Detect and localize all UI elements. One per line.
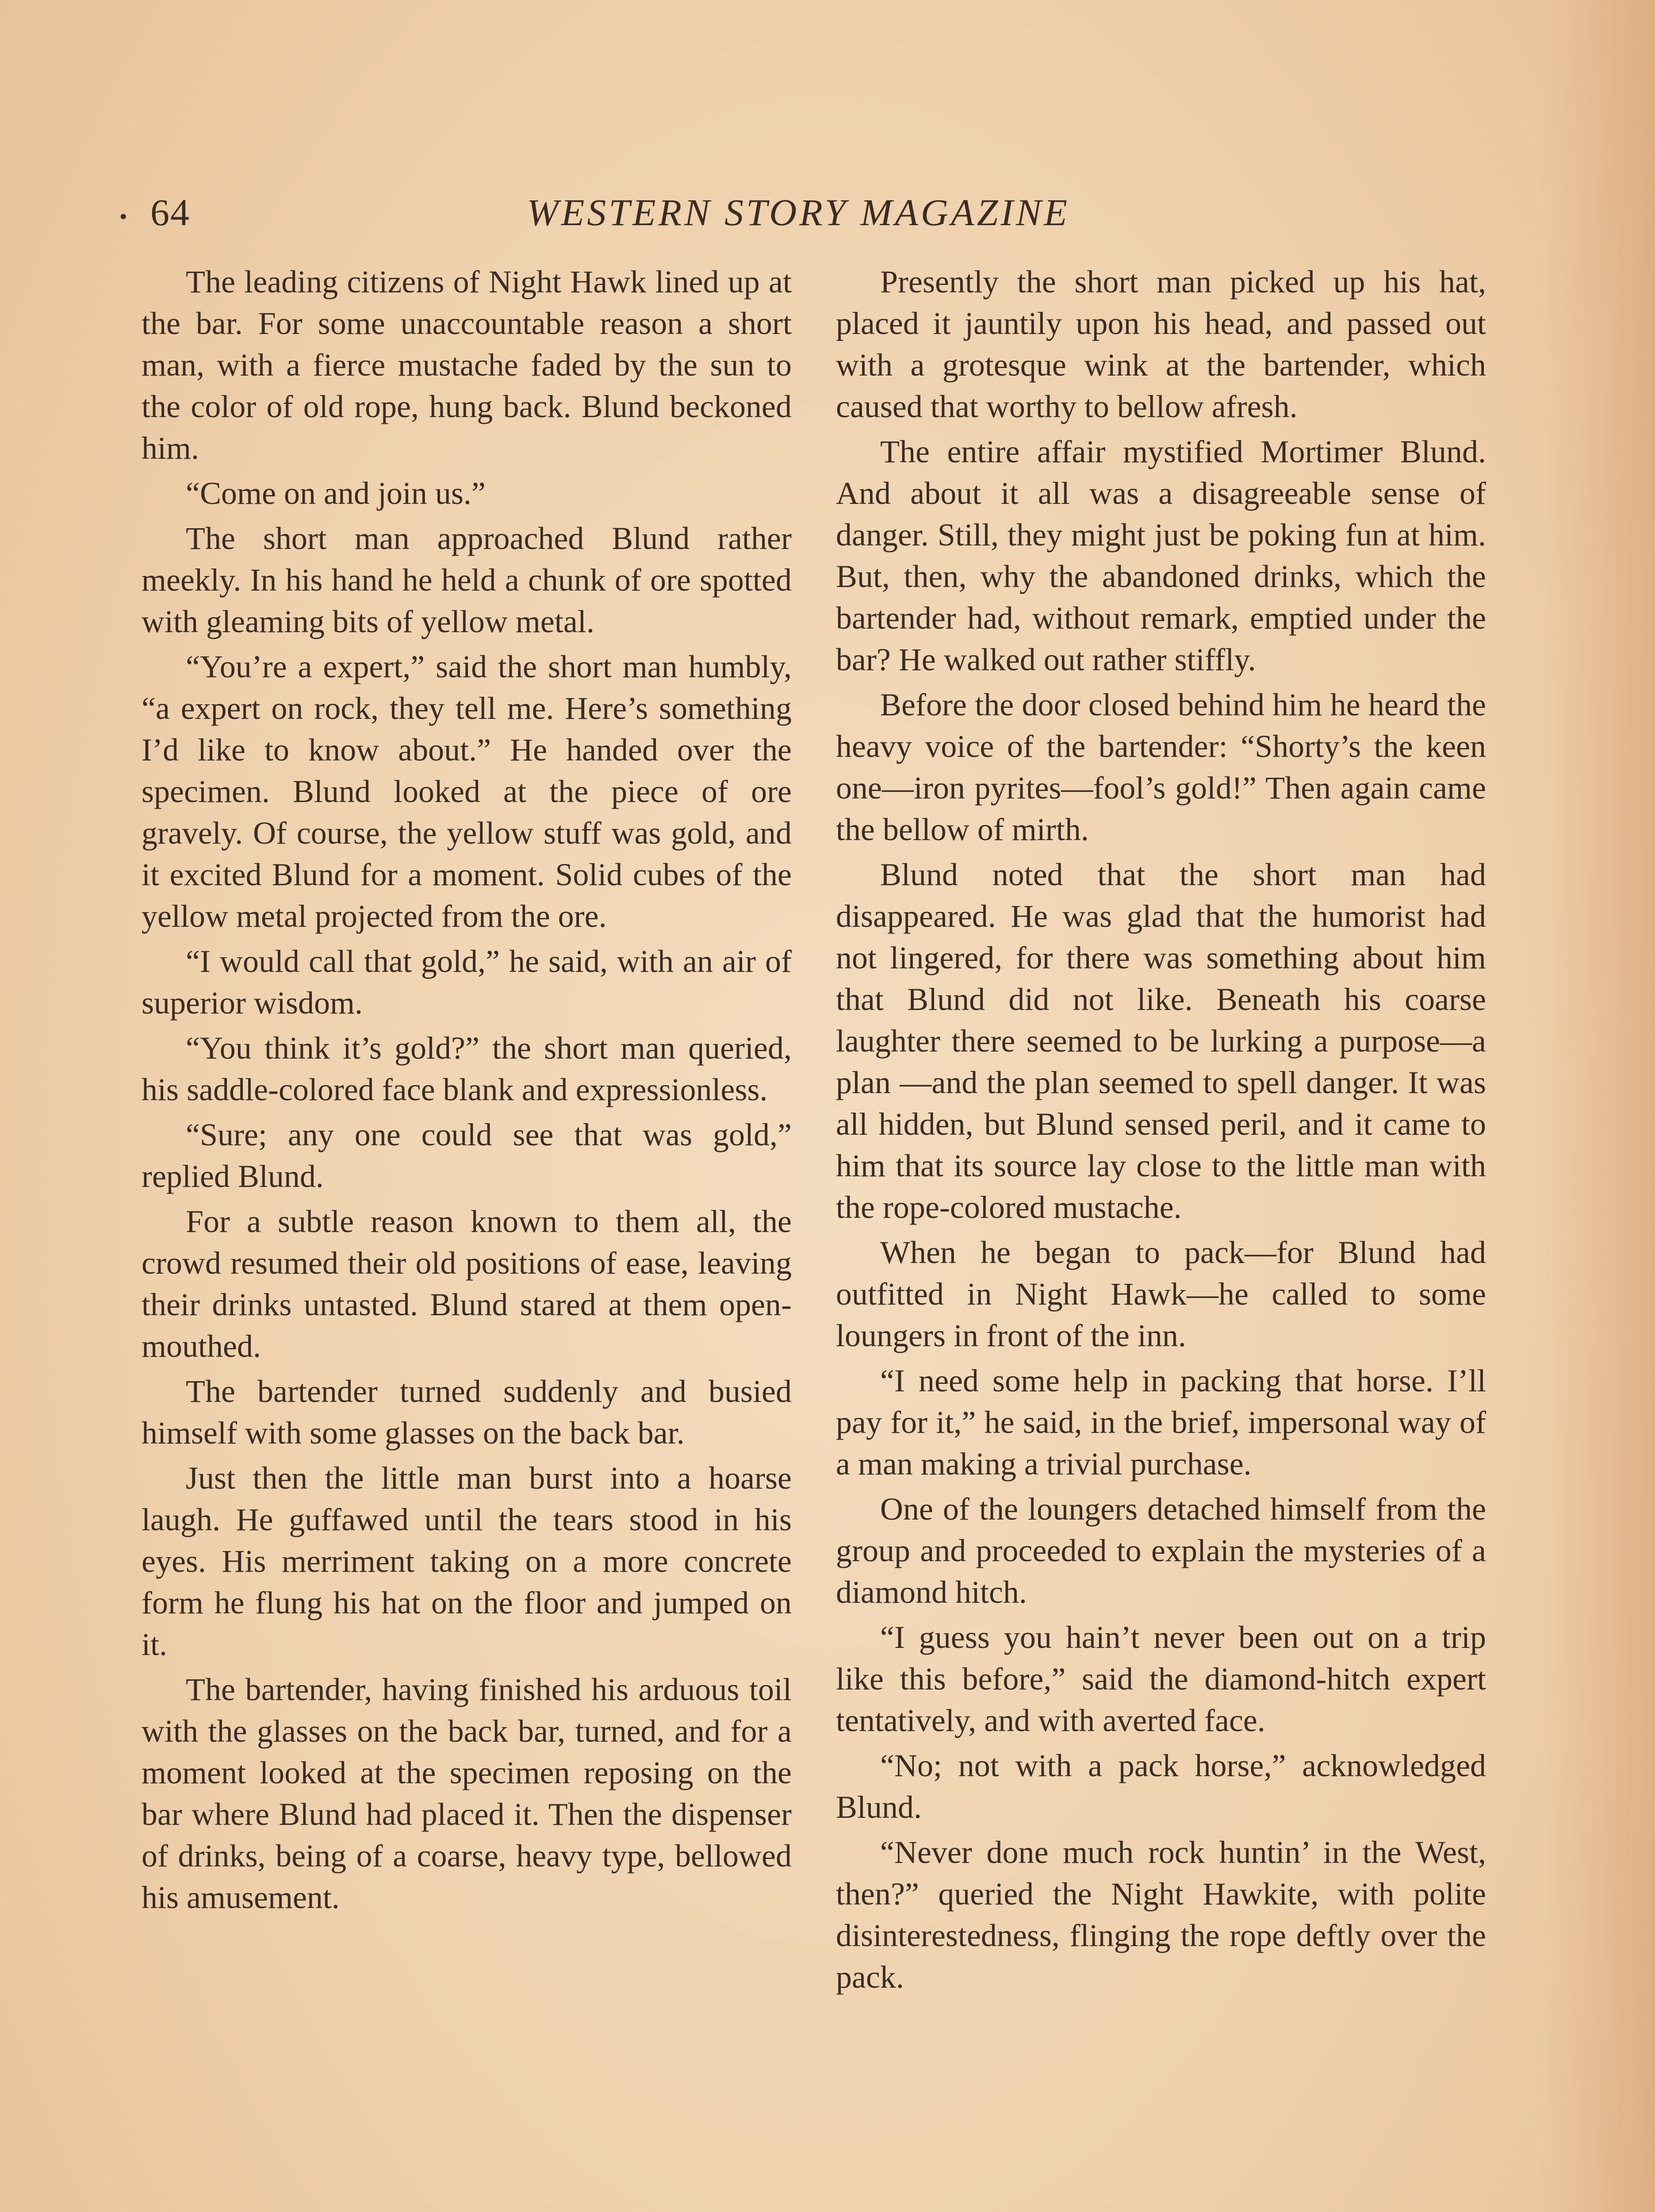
paragraph: “Sure; any one could see that was gold,” replied Blund.	[142, 1117, 792, 1194]
page-number: 64	[150, 191, 190, 234]
page-header	[102, 186, 1495, 239]
paragraph: “Never done much rock huntin’ in the West, then?” queried the Night Hawkite, with polite disinterestedness, flinging the rope deftly over the pack.	[836, 1835, 1486, 1995]
margin-mark-icon: •	[119, 204, 127, 229]
paragraph: “I guess you hain’t never been out on a trip like this before,” said the diamond-hitch expert tentatively, and with averted face.	[836, 1620, 1486, 1738]
paragraph: “You’re a expert,” said the short man humbly, “a expert on rock, they tell me. Here’s something I’d like to know about.” He handed over the specimen. Blund looked at the piece of ore gravely. Of course, the yellow stuff was gold, and it excited Blund for a moment. Solid cubes of the yellow metal projected from the ore.	[142, 649, 792, 934]
paragraph: Blund noted that the short man had disappeared. He was glad that the humorist had not lingered, for there was something about him that Blund did not like. Beneath his coarse laughter there seemed to be lurking a purpose—a plan —and the plan seemed to spell danger. It was all hidden, but Blund sensed peril, and it came to him that its source lay close to the little man with the rope-colored mustache.	[836, 857, 1486, 1225]
paragraph: “Come on and join us.”	[186, 476, 486, 511]
paragraph: The bartender turned suddenly and busied himself with some glasses on the back bar.	[142, 1374, 792, 1451]
paragraph: Presently the short man picked up his hat, placed it jauntily upon his head, and passed out with a grotesque wink at the bartender, which caused that worthy to bellow afresh.	[836, 264, 1486, 424]
paragraph: “I need some help in packing that horse. I’ll pay for it,” he said, in the brief, impersonal way of a man making a trivial purchase.	[836, 1363, 1486, 1482]
page-edge-shading	[1540, 0, 1655, 2212]
paragraph: “I would call that gold,” he said, with an air of superior wisdom.	[142, 944, 792, 1021]
paragraph: “You think it’s gold?” the short man queried, his saddle-colored face blank and expressionless.	[142, 1030, 792, 1107]
paragraph: Before the door closed behind him he heard the heavy voice of the bartender: “Shorty’s the keen one—iron pyrites—fool’s gold!” Then again came the bellow of mirth.	[836, 687, 1486, 847]
paragraph: Just then the little man burst into a hoarse laugh. He guffawed until the tears stood in his eyes. His merriment taking on a more concrete form he flung his hat on the floor and jumped on it.	[142, 1460, 792, 1662]
running-title: WESTERN STORY MAGAZINE	[527, 191, 1070, 234]
paragraph: The bartender, having finished his arduous toil with the glasses on the back bar, turned, and for a moment looked at the specimen reposing on the bar where Blund had placed it. Then the dispenser of drinks, being of a coarse, heavy type, bellowed his amusement.	[142, 1672, 792, 1915]
paragraph: The short man approached Blund rather meekly. In his hand he held a chunk of ore spotted with gleaming bits of yellow metal.	[142, 521, 792, 639]
paragraph: “No; not with a pack horse,” acknowledged Blund.	[836, 1748, 1486, 1825]
paragraph: One of the loungers detached himself from the group and proceeded to explain the mysteries of a diamond hitch.	[836, 1491, 1486, 1610]
paragraph: The entire affair mystified Mortimer Blund. And about it all was a disagreeable sense of danger. Still, they might just be poking fun at him. But, then, why the abandoned drinks, which the bartender had, without remark, emptied under the bar? He walked out rather stiffly.	[836, 434, 1486, 677]
paragraph: For a subtle reason known to them all, the crowd resumed their old positions of ease, leaving their drinks untasted. Blund stared at them open-mouthed.	[142, 1204, 792, 1364]
left-column	[142, 261, 792, 1922]
paragraph: When he began to pack—for Blund had outfitted in Night Hawk—he called to some loungers in front of the inn.	[836, 1235, 1486, 1353]
paragraph: The leading citizens of Night Hawk lined up at the bar. For some unaccountable reason a short man, with a fierce mustache faded by the sun to the color of old rope, hung back. Blund beckoned him.	[142, 264, 792, 466]
right-column	[836, 261, 1486, 2001]
